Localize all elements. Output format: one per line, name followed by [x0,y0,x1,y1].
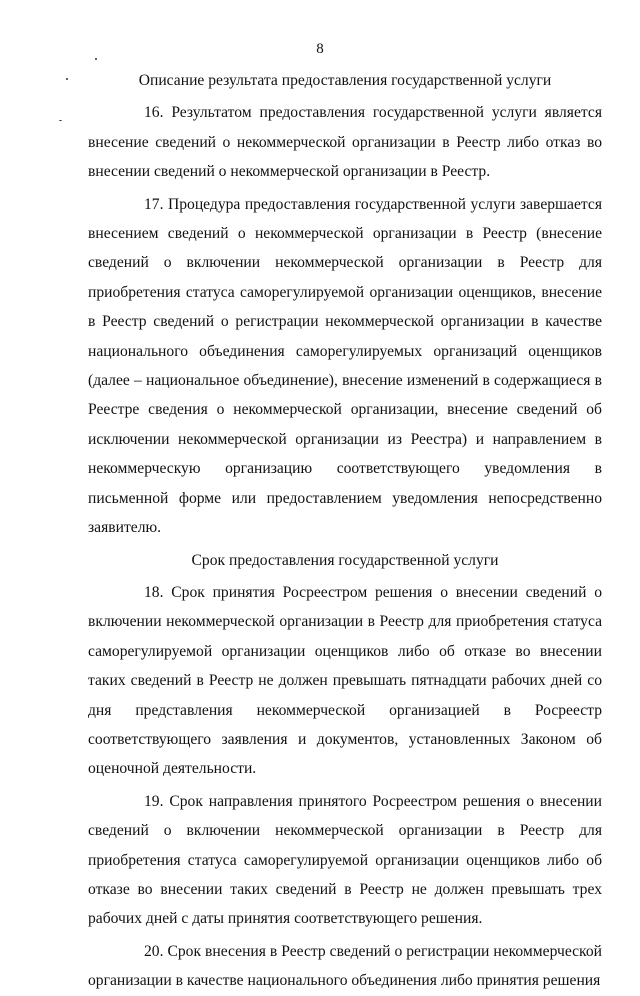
page-number: 8 [316,41,324,57]
section-heading-result: Описание результата предоставления государственной услуги [138,72,552,89]
scan-speck [59,120,62,121]
scan-speck [95,58,97,60]
paragraph-19: 19. Срок направления принятого Росреестром решения о внесении сведений о включении некоммерческой организации в Реестр для приобретения статуса саморегулируемой организации оценщиков либо об отказе во внесении таких сведений в Реестр не должен превышать трех рабочих дней с даты принятия соответствующего решения. [88,792,602,928]
scan-speck [66,78,68,80]
paragraph-16: 16. Результатом предоставления государственной услуги является внесение сведений о некоммерческой организации в Реестр либо отказ во внесении сведений о некоммерческой организации в Реестр. [88,104,602,181]
paragraph-18: 18. Срок принятия Росреестром решения о внесении сведений о включении некоммерческой организации в Реестр для приобретения статуса саморегулируемой организации оценщиков либо об отказе во внесении таких сведений в Реестр не должен превышать пятнадцати рабочих дней со дня представления некоммерческой организацией в Росреестр соответствующего заявления и документов, установленных Законом об оценочной деятельности. [88,583,602,778]
paragraph-17: 17. Процедура предоставления государственной услуги завершается внесением сведений о некоммерческой организации в Реестр (внесение сведений о включении некоммерческой организации в Реестр для приобретения статуса саморегулируемой организации оценщиков, внесение в Реестр сведений о регистрации некоммерческой организации в качестве национального объединения саморегулируемых организаций оценщиков (далее – национальное объединение), внесение изменений в содержащиеся в Реестре сведения о некоммерческой организации, внесение сведений об исключении некоммерческой организации из Реестра) и направлением в некоммерческую организацию соответствующего уведомления в письменной форме или предоставлением уведомления непосредственно заявителю. [88,195,602,537]
section-heading-term: Срок предоставления государственной услуги [191,551,499,569]
document-body [88,66,602,996]
paragraph-20: 20. Срок внесения в Реестр сведений о регистрации некоммерческой организации в качестве национального объединения либо принятия решения [88,942,602,990]
